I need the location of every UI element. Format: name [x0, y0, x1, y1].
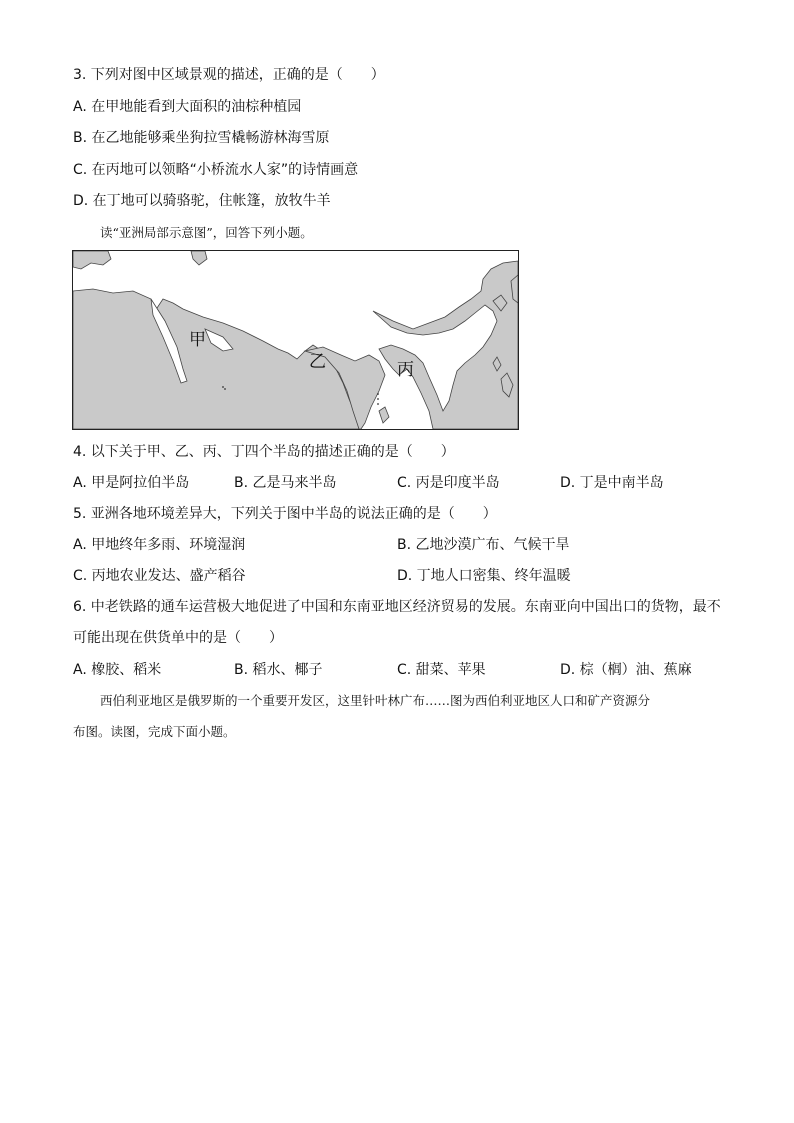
map-label-jia: 甲: [189, 330, 206, 350]
asia-partial-map: [72, 250, 519, 430]
q6-option-d: D. 棕（榈）油、蕉麻: [560, 662, 692, 678]
q5-option-a: A. 甲地终年多雨、环境湿润: [73, 537, 246, 553]
q5-option-c: C. 丙地农业发达、盛产稻谷: [73, 568, 246, 584]
map-label-bing: 丙: [397, 360, 414, 380]
q6-option-b: B. 稻水、椰子: [234, 662, 323, 678]
q6-stem-line1: 6. 中老铁路的通车运营极大地促进了中国和东南亚地区经济贸易的发展。东南亚向中国出口的货物，最不: [73, 599, 721, 615]
map-graphic: [73, 251, 518, 429]
q6-stem-line2: 可能出现在供货单中的是（ ）: [73, 630, 283, 646]
q3-option-a: A. 在甲地能看到大面积的油棕种植园: [73, 99, 302, 115]
map-intro: 读“亚洲局部示意图”，回答下列小题。: [100, 225, 313, 240]
q4-stem: 4. 以下关于甲、乙、丙、丁四个半岛的描述正确的是（ ）: [73, 444, 455, 460]
q5-stem: 5. 亚洲各地环境差异大，下列关于图中半岛的说法正确的是（ ）: [73, 506, 497, 522]
q4-option-b: B. 乙是马来半岛: [234, 475, 337, 491]
q4-option-a: A. 甲是阿拉伯半岛: [73, 475, 190, 491]
map-label-yi: 乙: [309, 352, 326, 372]
q3-option-c: C. 在丙地可以领略“小桥流水人家”的诗情画意: [73, 162, 359, 178]
q6-option-a: A. 橡胶、稻米: [73, 662, 162, 678]
q6-option-c: C. 甜菜、苹果: [397, 662, 486, 678]
q5-option-b: B. 乙地沙漠广布、气候干旱: [397, 537, 570, 553]
q3-option-d: D. 在丁地可以骑骆驼，住帐篷，放牧牛羊: [73, 193, 331, 209]
q4-option-d: D. 丁是中南半岛: [560, 475, 664, 491]
q4-option-c: C. 丙是印度半岛: [397, 475, 500, 491]
siberia-intro-line2: 布图。读图，完成下面小题。: [73, 724, 236, 739]
siberia-intro-line1: 西伯利亚地区是俄罗斯的一个重要开发区，这里针叶林广布……图为西伯利亚地区人口和矿产资源分: [100, 693, 651, 708]
q5-option-d: D. 丁地人口密集、终年温暖: [397, 568, 571, 584]
q3-option-b: B. 在乙地能够乘坐狗拉雪橇畅游林海雪原: [73, 130, 330, 146]
q3-stem: 3. 下列对图中区域景观的描述，正确的是（ ）: [73, 67, 385, 83]
